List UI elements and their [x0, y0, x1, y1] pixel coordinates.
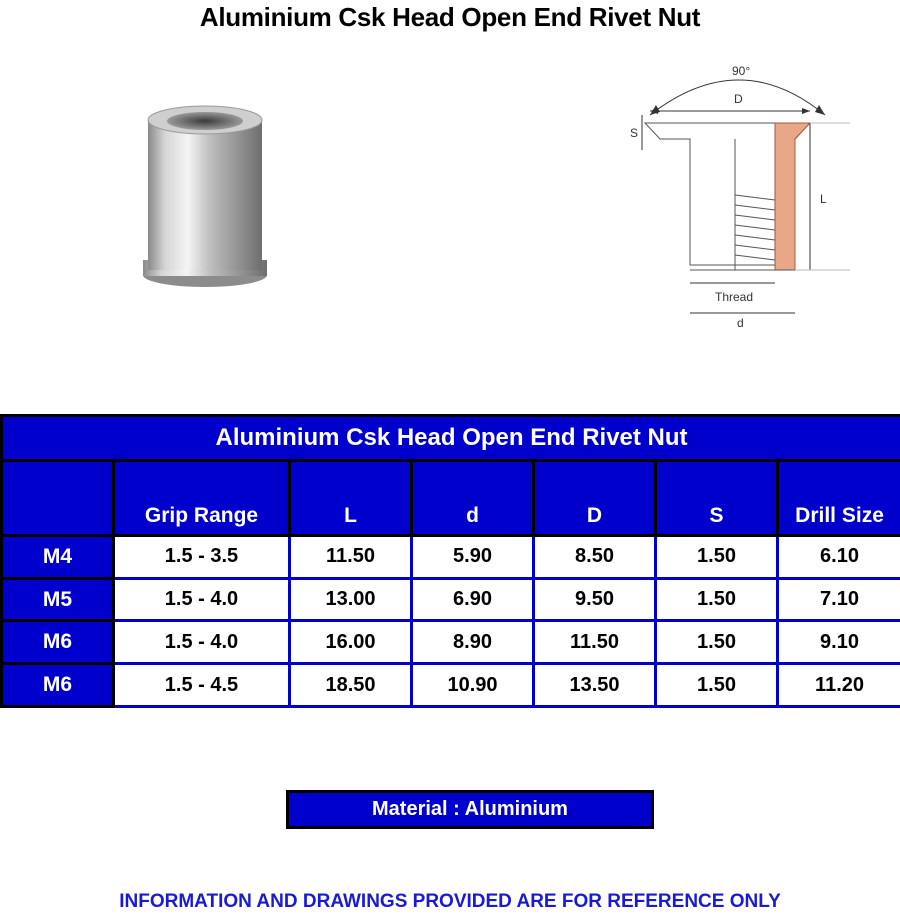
l-label: L — [820, 192, 827, 206]
header-grip-range: Grip Range — [114, 460, 290, 535]
s-label: S — [630, 126, 639, 140]
table-row — [2, 535, 900, 578]
d-upper-label: D — [734, 92, 743, 106]
s-cell: 1.50 — [656, 535, 778, 578]
size-cell: M5 — [2, 578, 114, 621]
header-l: L — [290, 460, 412, 535]
material-label: Material : Aluminium — [286, 790, 654, 829]
grip-range-cell: 1.5 - 3.5 — [114, 535, 290, 578]
spec-table — [0, 414, 900, 708]
l-cell: 11.50 — [290, 535, 412, 578]
dimension-drawing — [610, 55, 870, 345]
d-lower-cell: 8.90 — [412, 621, 534, 664]
d-lower-label: d — [737, 316, 744, 330]
header-d-lower: d — [412, 460, 534, 535]
drill-size-cell: 9.10 — [778, 621, 900, 664]
d-lower-cell: 6.90 — [412, 578, 534, 621]
table-row — [2, 621, 900, 664]
d-lower-cell: 5.90 — [412, 535, 534, 578]
size-cell: M4 — [2, 535, 114, 578]
header-size — [2, 460, 114, 535]
d-upper-cell: 13.50 — [534, 664, 656, 707]
table-caption: Aluminium Csk Head Open End Rivet Nut — [2, 416, 900, 461]
drill-size-cell: 6.10 — [778, 535, 900, 578]
size-cell: M6 — [2, 664, 114, 707]
d-upper-cell: 8.50 — [534, 535, 656, 578]
drill-size-cell: 7.10 — [778, 578, 900, 621]
l-cell: 16.00 — [290, 621, 412, 664]
l-cell: 13.00 — [290, 578, 412, 621]
s-cell: 1.50 — [656, 621, 778, 664]
grip-range-cell: 1.5 - 4.0 — [114, 621, 290, 664]
table-row — [2, 578, 900, 621]
grip-range-cell: 1.5 - 4.0 — [114, 578, 290, 621]
drill-size-cell: 11.20 — [778, 664, 900, 707]
s-cell: 1.50 — [656, 578, 778, 621]
header-row — [2, 460, 900, 535]
grip-range-cell: 1.5 - 4.5 — [114, 664, 290, 707]
header-s: S — [656, 460, 778, 535]
d-upper-cell: 9.50 — [534, 578, 656, 621]
s-cell: 1.50 — [656, 664, 778, 707]
l-cell: 18.50 — [290, 664, 412, 707]
d-upper-cell: 11.50 — [534, 621, 656, 664]
rivet-nut-photo — [130, 90, 280, 305]
disclaimer-text: INFORMATION AND DRAWINGS PROVIDED ARE FOR REFERENCE ONLY — [119, 891, 781, 912]
header-drill-size: Drill Size — [778, 460, 900, 535]
header-d-upper: D — [534, 460, 656, 535]
table-row — [2, 664, 900, 707]
d-lower-cell: 10.90 — [412, 664, 534, 707]
size-cell: M6 — [2, 621, 114, 664]
angle-label: 90° — [732, 64, 751, 78]
thread-label: Thread — [715, 290, 754, 304]
page-title: Aluminium Csk Head Open End Rivet Nut — [199, 2, 701, 32]
